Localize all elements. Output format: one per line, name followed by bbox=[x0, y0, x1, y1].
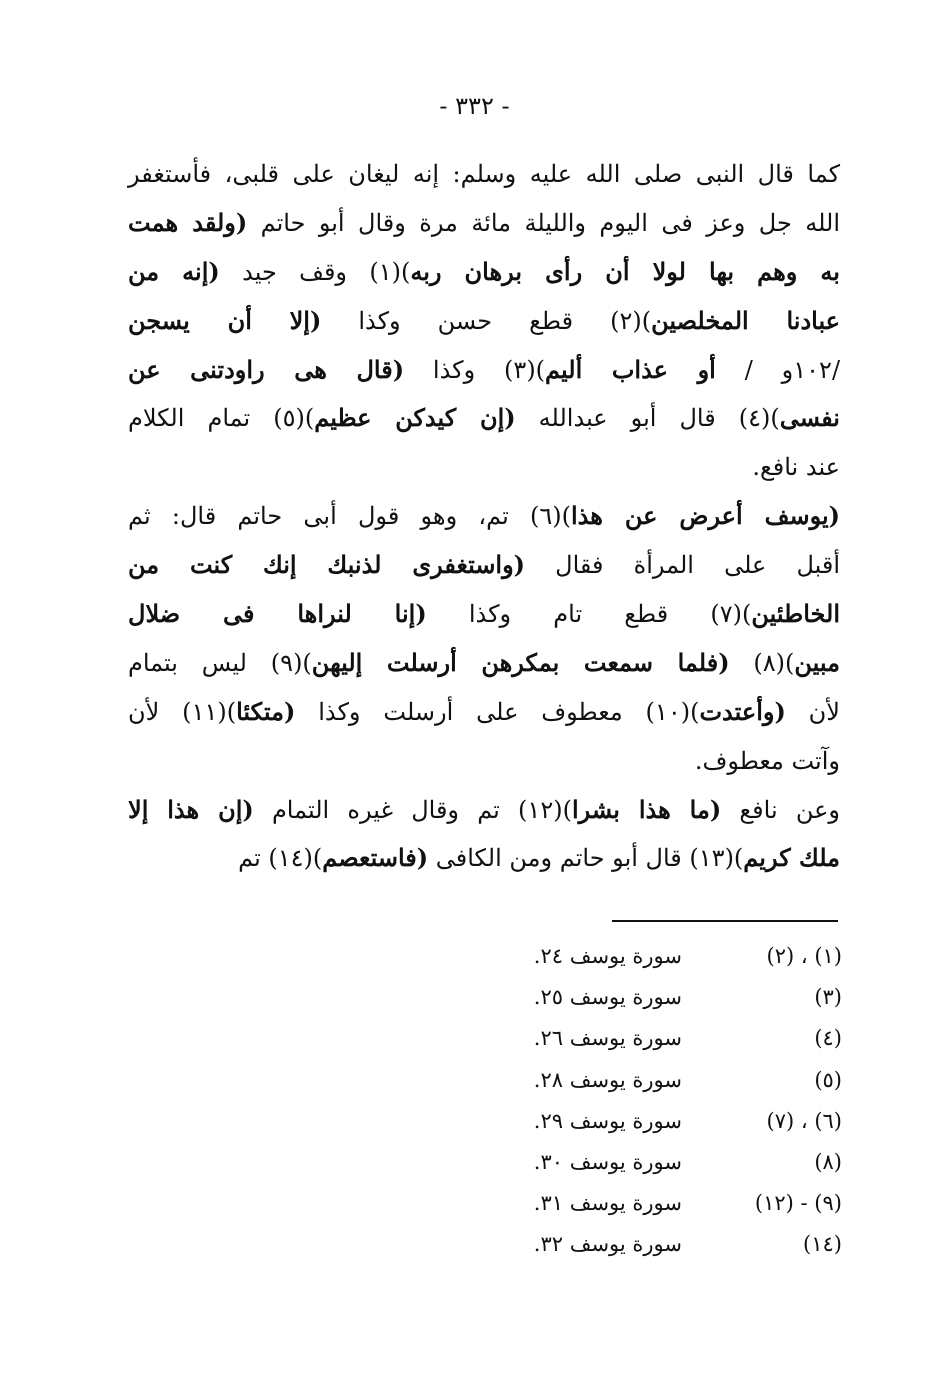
footnote bbox=[490, 977, 842, 1018]
footnote-ref: (٨) bbox=[814, 1149, 842, 1174]
text-segment: )(٢) قطع حسن وكذا bbox=[321, 306, 652, 335]
text-segment: /١٠٢و / bbox=[715, 355, 841, 384]
quran-quote: الخاطئين bbox=[751, 599, 840, 629]
text-segment: )(٨) bbox=[729, 648, 795, 677]
footnote-ref: (٩) - (١٢) bbox=[754, 1191, 842, 1216]
quran-quote: (إلا أن يسجن bbox=[128, 305, 322, 335]
text-segment: )(١٣) قال أبو حاتم ومن الكافى bbox=[428, 844, 744, 873]
footnote-ref: (١) ، (٢) bbox=[766, 944, 842, 968]
quran-quote: مبين bbox=[794, 647, 840, 677]
quran-quote: (ولقد همت bbox=[128, 207, 248, 237]
footnote-source: سورة يوسف ٢٩. bbox=[533, 1108, 682, 1133]
text-segment: )(١٢) تم وقال غيره التمام bbox=[253, 795, 572, 824]
text-segment: )(١٤) تم bbox=[238, 844, 323, 873]
quran-quote: (إن كيدكن عظيم bbox=[314, 403, 516, 433]
text-segment: )(١) وقف جيد bbox=[219, 257, 411, 286]
text-line bbox=[128, 541, 840, 590]
footnote-source: سورة يوسف ٢٨. bbox=[533, 1067, 682, 1092]
quran-quote: (إنه من bbox=[128, 256, 220, 286]
text-line bbox=[128, 297, 840, 346]
text-segment: )(٧) قطع تام وكذا bbox=[426, 600, 752, 629]
quran-quote: (متكئا bbox=[236, 696, 296, 726]
quran-quote: (وأعتدت bbox=[699, 696, 786, 726]
text-line bbox=[128, 834, 840, 883]
footnotes bbox=[490, 936, 842, 1266]
text-segment: )(١١) لأن bbox=[128, 697, 237, 726]
footnote-ref: (٣) bbox=[814, 985, 842, 1010]
quran-quote: به وهم بها لولا أن رأى برهان ربه bbox=[410, 256, 840, 286]
quran-quote: (إن هذا إلا bbox=[128, 794, 254, 824]
text-segment: لأن bbox=[785, 697, 840, 726]
text-line bbox=[128, 394, 840, 443]
footnote-source: سورة يوسف ٢٤. bbox=[533, 944, 682, 968]
quran-quote: نفسى bbox=[779, 403, 840, 433]
text-line bbox=[128, 688, 840, 737]
text-segment: كما قال النبى صلى الله عليه وسلم: إنه ليغان على قلبى، فأستغفر bbox=[128, 160, 840, 188]
text-segment: أقبل على المرأة فقال bbox=[525, 551, 841, 580]
quran-quote: (يوسف أعرض عن هذا bbox=[571, 501, 841, 531]
text-segment: )(٦) تم، وهو قول أبى حاتم قال: ثم bbox=[128, 502, 572, 531]
quran-quote: عبادنا المخلصين bbox=[651, 305, 841, 335]
footnote bbox=[490, 1142, 842, 1183]
text-line bbox=[128, 786, 840, 835]
text-line bbox=[128, 248, 840, 297]
footnote-divider bbox=[612, 920, 838, 922]
text-line bbox=[128, 199, 840, 248]
page-number: - ٣٣٢ - bbox=[439, 92, 510, 120]
text-segment: الله جل وعز فى اليوم والليلة مائة مرة وقال أبو حاتم bbox=[247, 208, 840, 237]
footnote bbox=[490, 936, 842, 977]
quran-quote: (ما هذا بشرا bbox=[571, 794, 722, 824]
footnote bbox=[490, 1101, 842, 1142]
footnote-source: سورة يوسف ٢٦. bbox=[533, 1026, 682, 1051]
text-segment: )(٣) وكذا bbox=[404, 355, 546, 384]
quran-quote: (فاستعصم bbox=[322, 843, 429, 873]
footnote bbox=[490, 1060, 842, 1101]
text-segment: وعن نافع bbox=[721, 795, 841, 824]
footnote-source: سورة يوسف ٣٠. bbox=[533, 1149, 682, 1174]
footnote bbox=[490, 1183, 842, 1224]
text-segment: )(٤) قال أبو عبدالله bbox=[515, 404, 780, 433]
quran-quote: ملك كريم bbox=[743, 843, 840, 873]
footnote-ref: (١٤) bbox=[803, 1232, 842, 1257]
text-line bbox=[128, 639, 840, 688]
text-line bbox=[128, 737, 840, 786]
footnote bbox=[490, 1224, 842, 1265]
text-line bbox=[128, 346, 840, 395]
footnote-source: سورة يوسف ٣١. bbox=[533, 1191, 682, 1216]
text-segment: وآتت معطوف. bbox=[694, 746, 840, 775]
text-segment: عند نافع. bbox=[752, 453, 840, 482]
text-segment: )(٥) تمام الكلام bbox=[128, 404, 315, 433]
text-line bbox=[128, 443, 840, 492]
footnote-source: سورة يوسف ٢٥. bbox=[533, 985, 682, 1010]
footnote bbox=[490, 1018, 842, 1059]
text-line bbox=[128, 492, 840, 541]
text-line bbox=[128, 150, 840, 199]
footnote-source: سورة يوسف ٣٢. bbox=[533, 1232, 682, 1257]
footnote-ref: (٦) ، (٧) bbox=[766, 1108, 842, 1133]
footnote-ref: (٥) bbox=[814, 1067, 842, 1092]
footnote-ref: (٤) bbox=[814, 1026, 842, 1051]
quran-quote: (قال هى راودتنى عن bbox=[128, 354, 405, 384]
quran-quote: أو عذاب أليم bbox=[545, 354, 716, 384]
text-line bbox=[128, 590, 840, 639]
quran-quote: (فلما سمعت بمكرهن أرسلت إليهن bbox=[311, 647, 730, 677]
quran-quote: (واستغفرى لذنبك إنك كنت من bbox=[128, 550, 526, 580]
text-segment: )(١٠) معطوف على أرسلت وكذا bbox=[295, 697, 700, 726]
quran-quote: (إنا لنراها فى ضلال bbox=[128, 599, 427, 629]
main-text bbox=[128, 150, 840, 883]
text-segment: )(٩) ليس بتمام bbox=[128, 648, 312, 677]
